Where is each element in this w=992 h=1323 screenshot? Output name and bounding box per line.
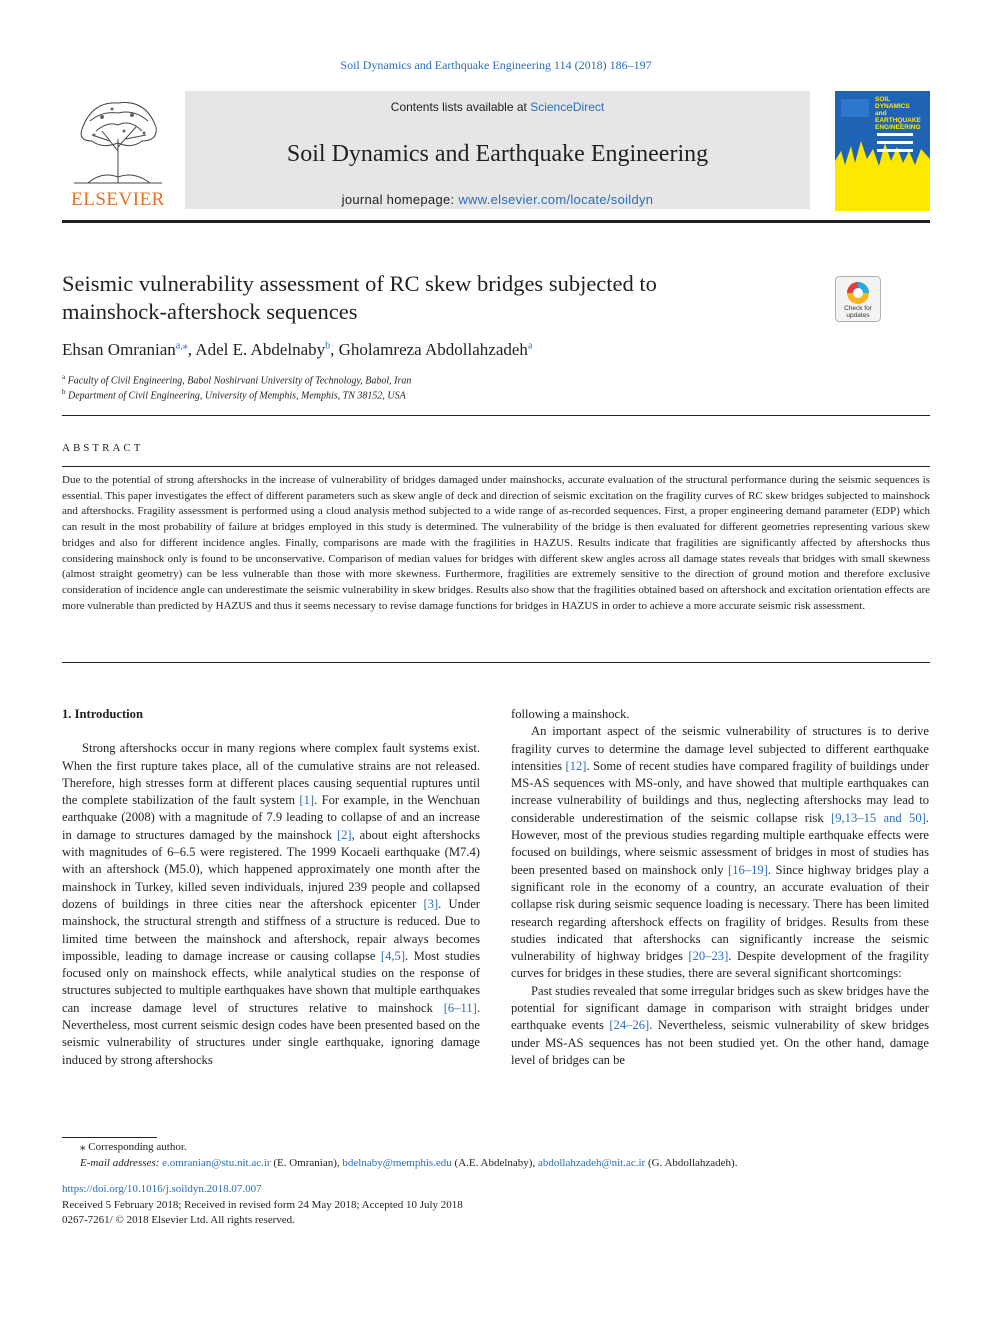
sciencedirect-link[interactable]: ScienceDirect	[530, 100, 605, 114]
homepage-prefix: journal homepage:	[341, 192, 459, 207]
body-text: . Despite development of the fragility curves for bridges in these studies, there are several significant shortcomings:	[511, 949, 929, 981]
check-for-updates-badge[interactable]	[835, 276, 881, 322]
homepage-link[interactable]: www.elsevier.com/locate/soildyn	[458, 192, 654, 207]
citation-reference-link[interactable]: [1]	[299, 793, 315, 808]
cover-title	[875, 96, 921, 131]
email-link[interactable]: abdollahzadeh@nit.ac.ir	[537, 1156, 646, 1169]
body-text: . Since highway bridges play a significant role in the economy of a country, an accurate evaluation of their collapse risk during seismic sequence loading is necessary. There has been limited research regarding aftershock effects on fragility of bridges. Results from these studies indicated that aftershocks can significantly increase the seismic vulnerability of highway bridges	[511, 862, 930, 964]
section-heading: 1. Introduction	[62, 707, 143, 721]
footnotes	[62, 1140, 930, 1171]
journal-homepage	[185, 192, 810, 207]
masthead-info-box	[185, 91, 810, 209]
body-paragraph	[511, 983, 929, 1069]
body-text: . Nevertheless, seismic vulnerability of skew bridges under MS-AS sequences has not been studied yet. On the other hand, damage level of bridges can be	[511, 1018, 929, 1067]
body-text: . However, most of the previous studies regarding multiple earthquake effects were focused on buildings, where seismic assessment of bridges in most of studies has been presented based on mainshock only	[511, 810, 929, 877]
author-affiliation-mark[interactable]: a,⁎	[175, 340, 188, 352]
divider	[62, 662, 930, 663]
body-column-right	[511, 706, 929, 1069]
citation-reference-link[interactable]: [4,5]	[380, 948, 406, 963]
author-affiliation-mark[interactable]: b	[325, 340, 331, 352]
email-link[interactable]: bdelnaby@memphis.edu	[342, 1156, 452, 1169]
email-link[interactable]: e.omranian@stu.nit.ac.ir	[162, 1156, 271, 1169]
citation-reference-link[interactable]: [20–23]	[688, 949, 729, 964]
affiliation-mark: a	[62, 373, 66, 381]
elsevier-logo[interactable]	[62, 91, 174, 211]
copyright-line: 0267-7261/ © 2018 Elsevier Ltd. All rights reserved.	[62, 1214, 295, 1226]
body-paragraph	[511, 723, 929, 982]
author-name[interactable]: Gholamreza Abdollahzadeh	[338, 340, 528, 359]
cover-title-line: ENGINEERING	[875, 124, 921, 131]
cover-title-line: EARTHQUAKE	[875, 117, 921, 124]
body-text: An important aspect of the seismic vulnerability of structures is to derive fragility curves to determine the damage level subjected to different earthquake intensities	[511, 724, 929, 773]
email-label: E-mail addresses:	[80, 1156, 160, 1169]
citation-reference-link[interactable]: [6–11]	[443, 1000, 477, 1015]
body-column-left	[62, 706, 480, 1069]
citation-reference-link[interactable]: [2]	[336, 827, 352, 842]
citation-reference-link[interactable]: [16–19]	[728, 862, 768, 877]
email-addresses	[62, 1156, 930, 1172]
contents-prefix: Contents lists available at	[390, 100, 531, 114]
check-for-updates-label: Check for updates	[844, 305, 872, 319]
body-text: . Some of recent studies have compared fragility of buildings under MS-AS sequences with MS-only, and have showed that multiple earthquakes can increase vulnerability of buildings and thus, neglecting aftershocks may lead to considerable underestimation of the seismic collapse risk	[511, 758, 930, 825]
cover-title-line: DYNAMICS	[875, 103, 910, 110]
elsevier-wordmark: ELSEVIER	[71, 189, 165, 210]
journal-title: Soil Dynamics and Earthquake Engineering	[286, 141, 709, 167]
abstract-text: Due to the potential of strong aftershocks in the increase of vulnerability of bridges damaged under mainshocks, accurate evaluation of the structural performance during the seismic sequences is essential. This paper investigates the effect of different parameters such as skew angle of deck and direction of seismic excitation on the fragility curves of RC skew bridges subjected to mainshock and aftershocks. Fragility assessment is performed using a cloud analysis method subjected to a wide range of as-recorded sequences. First, a proper engineering demand parameter (EDP) which can result in the most probability of failure at bridges employed in this study is determined. The vulnerability of the bridge is then evaluated for different geometries representing various skew bridges and also for different incidence angles. Finally, comparisons are made with the fragilities in HAZUS. Results indicate that fragilities are significantly affected by aftershocks thus considering mainshock only is found to be unconservative. Comparison of median values for bridges with different skew angles across all damage states reveals that bridges with small skewness (almost straight geometry) can be less vulnerable than those with more skewness. Furthermore, fragilities are extremely sensitive to the direction of ground motion and therefore exclusive consideration of incidence angle can underestimate the seismic vulnerability in skew bridges. Results also show that the fragilities obtained based on aftershock and excitation orientation effects are more vulnerable than predicted by HAZUS and thus it seems necessary to revise damage functions for bridges in HAZUS in order to achieve a more accurate seismic risk assessment.	[62, 474, 930, 612]
abstract-heading: ABSTRACT	[62, 442, 144, 454]
citation-reference-link[interactable]: [24–26]	[609, 1018, 650, 1033]
corresponding-author-note	[62, 1140, 930, 1156]
citation-reference-link[interactable]: [12]	[565, 758, 587, 773]
footnote-rule	[62, 1137, 157, 1138]
body-text: . Under mainshock, the structural strength and stiffness of a structure is reduced. Due to limited time between the mainshock and aftershock, repair always becomes impossible, leading to damage increase or causing collapse	[62, 896, 480, 963]
author-affiliation-mark[interactable]: a	[527, 340, 533, 352]
affiliation	[62, 388, 406, 401]
author-name[interactable]: Adel E. Abdelnaby	[195, 340, 326, 359]
affiliation-text: Department of Civil Engineering, University of Memphis, Memphis, TN 38152, USA	[68, 390, 406, 402]
email-owner: (E. Omranian),	[270, 1156, 343, 1169]
body-paragraph	[62, 740, 480, 1069]
doi-link[interactable]: https://doi.org/10.1016/j.soildyn.2018.07.007	[62, 1183, 262, 1195]
body-text: Past studies revealed that some irregular bridges such as skew bridges have the potential for significant damage in comparison with straight bridges under earthquake events	[511, 983, 929, 1033]
journal-cover-thumbnail[interactable]	[835, 91, 930, 211]
article-title: Seismic vulnerability assessment of RC skew bridges subjected to mainshock-aftershock sequences	[62, 271, 657, 324]
footnote-text: Corresponding author.	[85, 1141, 187, 1153]
body-text: . Nevertheless, most current seismic design codes have been presented based on the seismic vulnerability of structures under single earthquake, ignoring damage induced by strong aftershocks	[62, 1000, 480, 1067]
footnote-mark: ⁎	[80, 1141, 86, 1153]
affiliation-mark: b	[62, 388, 66, 396]
body-paragraph-continuation: following a mainshock.	[511, 707, 630, 721]
tree-emblem-icon	[62, 91, 174, 187]
citation-reference-link[interactable]: [3]	[423, 896, 439, 911]
affiliation	[62, 373, 411, 386]
citation-reference-link[interactable]: [9,13–15 and 50]	[831, 810, 926, 825]
affiliation-text: Faculty of Civil Engineering, Babol Noshirvani University of Technology, Babol, Iran	[67, 375, 412, 387]
cover-title-line: SOIL	[875, 96, 891, 103]
contents-line	[185, 100, 810, 114]
body-text: . For example, in the Wenchuan earthquake (2008) with a magnitude of 7.9 leading to collapse of and an increase in damage to structures damaged by the mainshock	[62, 793, 480, 842]
received-dates: Received 5 February 2018; Received in revised form 24 May 2018; Accepted 10 July 2018	[62, 1198, 463, 1211]
journal-masthead	[62, 91, 930, 213]
body-text: . Most studies focused only on mainshock effects, while analytical studies on the response of structures subjected to multiple earthquakes have shown that multiple earthquakes can increase damage level of structures relative to mainshock	[62, 948, 480, 1015]
divider	[62, 415, 930, 416]
body-text: , about eight aftershocks with magnitudes of 6–6.5 were registered. The 1999 Kocaeli earthquake (M7.4) with an aftershock (M5.0), which happened approximately one month after the mainshock in Turkey, killed seven individuals, injured 239 people and collapsed dozens of buildings in three cities near the aftershock epicenter	[62, 827, 480, 911]
body-text: Strong aftershocks occur in many regions where complex fault systems exist. When the first rupture takes place, all of the cumulative strains are not released. Therefore, high stresses form at different places causing sequential ruptures until the complete stabilization of the fault system	[62, 741, 480, 808]
email-owner: (G. Abdollahzadeh).	[645, 1156, 738, 1169]
author-name[interactable]: Ehsan Omranian	[62, 340, 176, 359]
author-list: Ehsan Omranian$^{a,⁎}$, Adel E. Abdelnaby$^b$, Gholamreza Abdollahzadeh$^a$	[62, 340, 533, 359]
email-owner: (A.E. Abdelnaby),	[451, 1156, 538, 1169]
divider	[62, 466, 930, 467]
masthead-divider	[62, 220, 930, 223]
journal-citation[interactable]: Soil Dynamics and Earthquake Engineering 114 (2018) 186–197	[340, 58, 652, 72]
publication-info	[62, 1182, 930, 1229]
cover-title-line: and	[875, 110, 887, 117]
